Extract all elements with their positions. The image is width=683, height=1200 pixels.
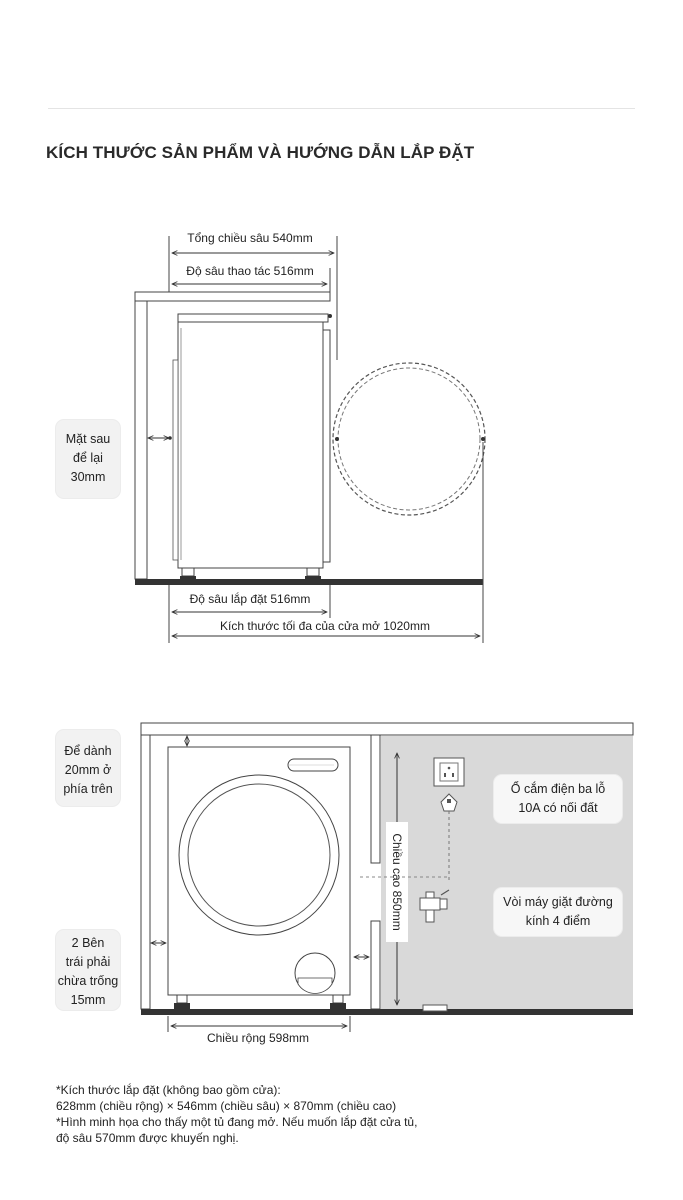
socket-icon bbox=[434, 758, 464, 786]
cabinet-left-wall bbox=[141, 735, 150, 1009]
floor-front bbox=[141, 1009, 633, 1015]
cabinet-back-wall bbox=[135, 301, 147, 579]
door-ring-inner bbox=[188, 784, 330, 926]
callout-line: 2 Bên bbox=[71, 936, 105, 950]
washer-back-panel bbox=[173, 360, 178, 560]
note-line: *Hình minh họa cho thấy một tủ đang mở. Nếu muốn lắp đặt cửa tủ, bbox=[56, 1115, 418, 1129]
callout-line: 30mm bbox=[70, 470, 106, 484]
washer-top-panel bbox=[178, 314, 328, 322]
faucet-callout bbox=[494, 888, 622, 936]
height-label: Chiều cao 850mm bbox=[390, 833, 404, 931]
max-door-open-label: Kích thước tối đa của cửa mở 1020mm bbox=[220, 619, 430, 633]
note-line: 628mm (chiều rộng) × 546mm (chiều sâu) × 870mm (chiều cao) bbox=[56, 1099, 397, 1113]
callout-line: 10A có nối đất bbox=[518, 801, 598, 815]
page-title: KÍCH THƯỚC SẢN PHẨM VÀ HƯỚNG DẪN LẮP ĐẶT bbox=[46, 143, 475, 162]
callout-line: trái phải bbox=[65, 955, 111, 969]
cabinet-top bbox=[135, 292, 330, 301]
socket-callout bbox=[494, 775, 622, 823]
callout-line: chừa trống bbox=[57, 974, 119, 988]
side-view bbox=[135, 231, 485, 643]
callout-line: 15mm bbox=[70, 993, 106, 1007]
callout-line: 20mm ở bbox=[64, 763, 112, 777]
top-gap-callout bbox=[56, 730, 120, 806]
callout-line: Mặt sau bbox=[65, 432, 111, 446]
callout-line: kính 4 điểm bbox=[525, 914, 591, 928]
floor bbox=[135, 579, 483, 585]
operating-depth-label: Độ sâu thao tác 516mm bbox=[186, 264, 314, 278]
installation-notes bbox=[56, 1082, 417, 1146]
total-depth-label: Tổng chiều sâu 540mm bbox=[187, 231, 313, 245]
callout-line: Ổ cắm điện ba lỗ bbox=[510, 782, 606, 796]
callout-line: Để dành bbox=[64, 744, 112, 758]
width-label: Chiều rộng 598mm bbox=[206, 1031, 310, 1045]
note-line: *Kích thước lắp đặt (không bao gồm cửa): bbox=[56, 1083, 281, 1097]
callout-line: phía trên bbox=[63, 782, 113, 796]
door-swing-arc bbox=[333, 363, 485, 515]
cabinet-top-front bbox=[141, 723, 633, 735]
washer-side-body bbox=[178, 322, 323, 568]
door-profile bbox=[323, 330, 330, 562]
back-gap-callout bbox=[56, 420, 120, 498]
side-gap-callout bbox=[56, 930, 120, 1010]
install-depth-label: Độ sâu lắp đặt 516mm bbox=[189, 592, 311, 606]
note-line: độ sâu 570mm được khuyến nghị. bbox=[56, 1131, 239, 1145]
front-view bbox=[141, 723, 633, 1045]
cabinet-right-wall-lower bbox=[371, 921, 380, 1009]
callout-line: Vòi máy giặt đường bbox=[503, 895, 613, 909]
callout-line: để lại bbox=[73, 451, 103, 465]
drain-icon bbox=[423, 1005, 447, 1011]
cabinet-right-wall-upper bbox=[371, 735, 380, 863]
